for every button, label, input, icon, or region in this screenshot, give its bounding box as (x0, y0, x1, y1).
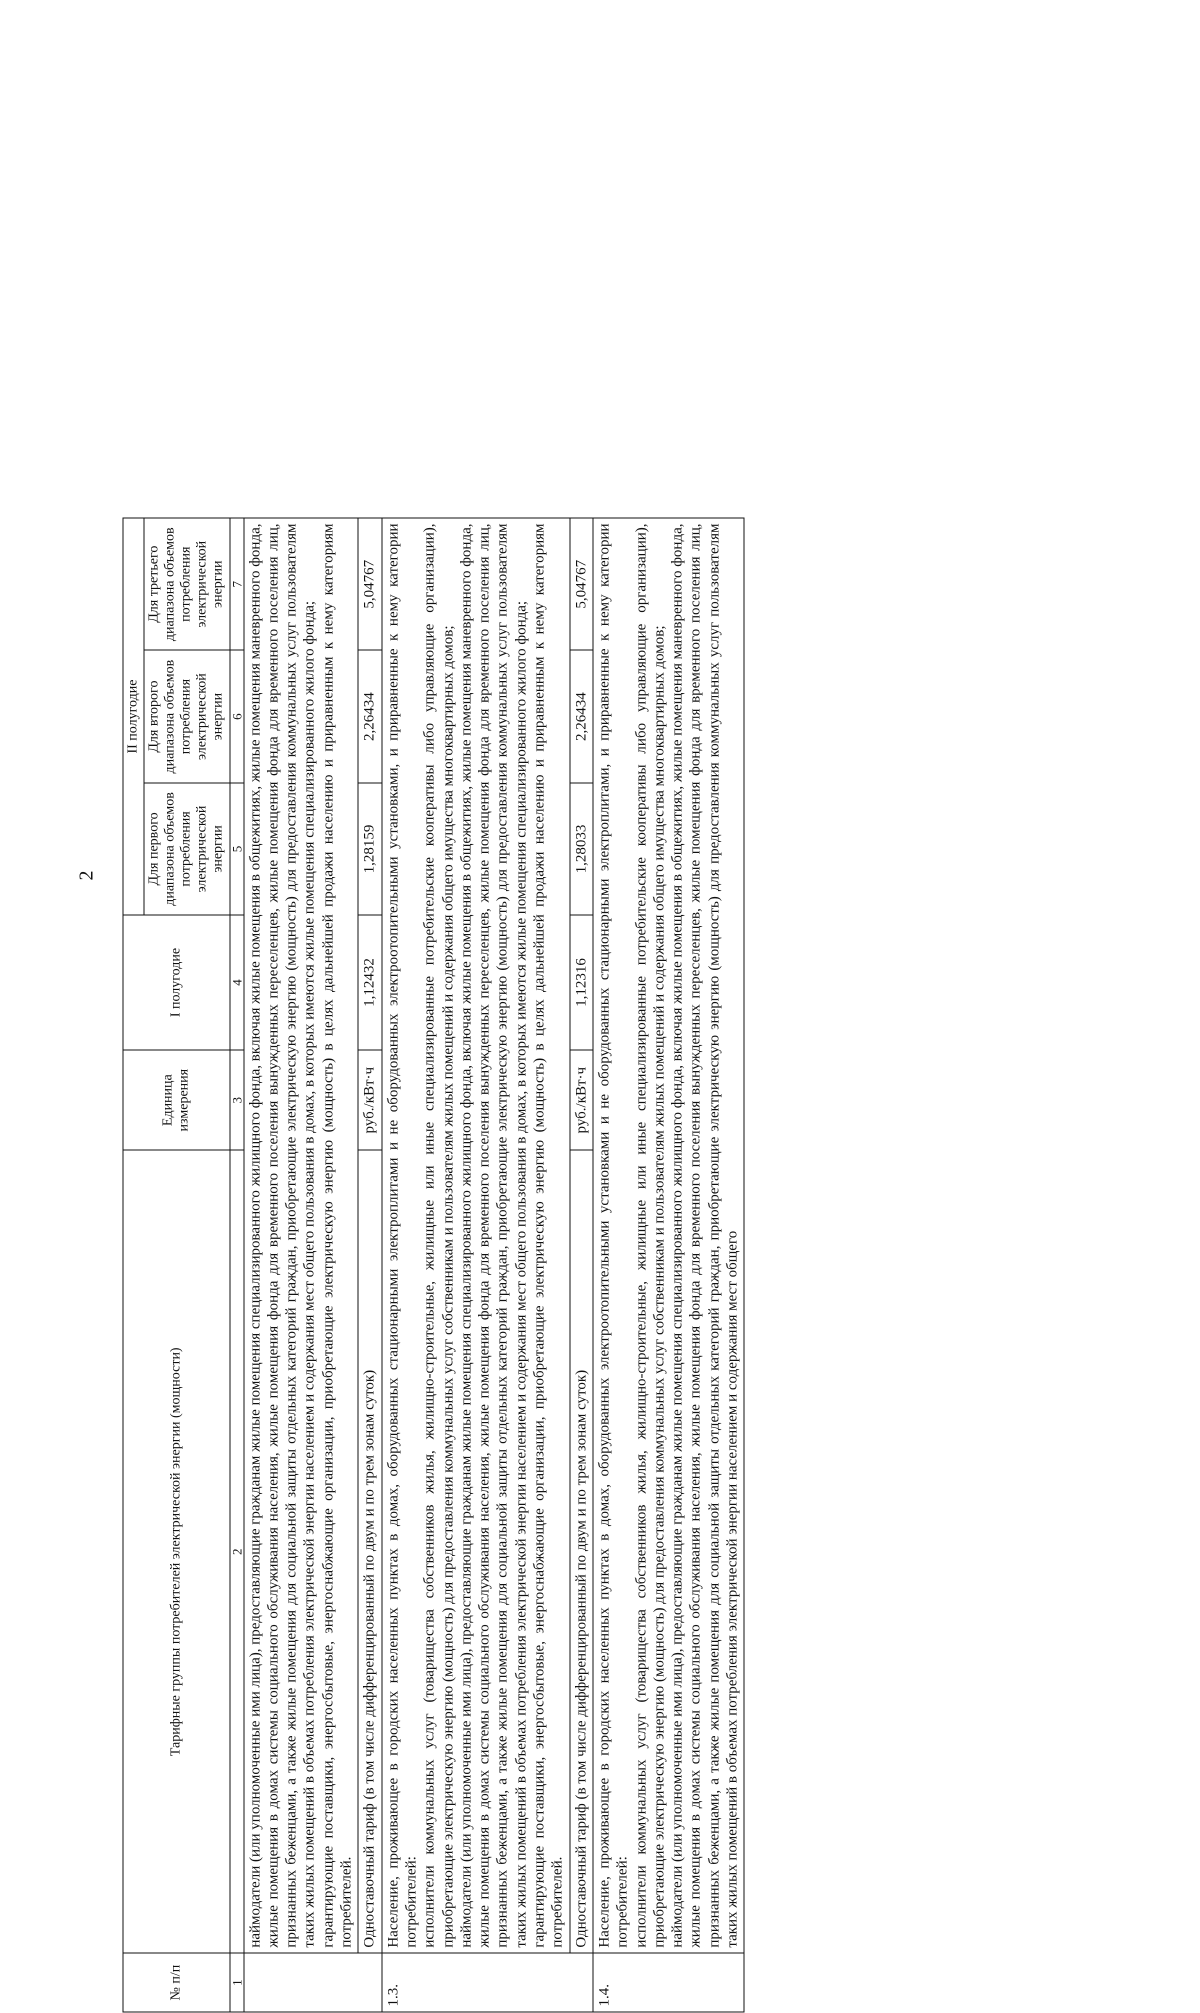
range3-value: 5,04767 (570, 518, 593, 650)
row-text: исполнители коммунальных услуг (товарищества собственников жилья, жилищно-строительные, жилищные или иные специализированные потребительские кооперативы либо управляющие организации), приобретающие электрическую энергию (мощность) для предоставления коммунальных услуг собственникам и пользователям жилых помещений и содержания общего имущества многоквартирных домов; (633, 523, 668, 1948)
header-half1: I полугодие (123, 915, 230, 1050)
header-half2: II полугодие (123, 518, 144, 915)
page-number: 2 (75, 870, 98, 881)
range1-value: 1,28033 (570, 783, 593, 915)
half1-value: 1,12432 (358, 915, 381, 1050)
unit-cell: руб./кВт·ч (358, 1050, 381, 1150)
col-index: 5 (230, 783, 244, 915)
tariff-table (123, 518, 745, 2013)
header-range2: Для второго диапазона объемов потребления электрической энергии (144, 650, 229, 782)
half1-value: 1,12316 (570, 915, 593, 1050)
row-description (593, 518, 744, 1953)
row-description (382, 518, 570, 1953)
table-row (244, 518, 359, 2012)
table-row (593, 518, 744, 2012)
col-index: 2 (230, 1150, 244, 1953)
header-range3: Для третьего диапазона объемов потребления электрической энергии (144, 518, 229, 650)
table-row (358, 518, 381, 2012)
row-text: гарантирующие поставщики, энергосбытовые, энергоснабжающие организации, приобретающие электрическую энергию (мощность) в целях дальнейшей продажи населению и приравненным к нему категориям потребителей. (320, 523, 355, 1948)
row-text: наймодатели (или уполномоченные ими лица), предоставляющие гражданам жилые помещения специализированного жилищного фонда, включая жилые помещения в общежитиях, жилые помещения маневренного фонда, жилые помещения в домах системы социального обслуживания населения, жилые помещения фонда для временного поселения вынужденных переселенцев, жилые помещения фонда для временного поселения лиц, признанных беженцами, а также жилые помещения для социальной защиты отдельных категорий граждан, приобретающие электрическую энергию (мощность) для предоставления коммунальных услуг пользователям таких жилых помещений в объемах потребления электрической энергии населением и содержания мест общего пользования в домах, в которых имеются жилые помещения специализированного жилого фонда; (247, 523, 318, 1948)
header-range1: Для первого диапазона объемов потребления электрической энергии (144, 783, 229, 915)
table-row (570, 518, 593, 2012)
tariff-label: Одноставочный тариф (в том числе дифференцированный по двум и по трем зонам суток) (570, 1150, 593, 1953)
row-text: наймодатели (или уполномоченные ими лица), предоставляющие гражданам жилые помещения специализированного жилищного фонда, включая жилые помещения в общежитиях, жилые помещения маневренного фонда, жилые помещения в домах системы социального обслуживания населения, жилые помещения фонда для временного поселения вынужденных переселенцев, жилые помещения фонда для временного поселения лиц, признанных беженцами, а также жилые помещения для социальной защиты отдельных категорий граждан, приобретающие электрическую энергию (мощность) для предоставления коммунальных услуг пользователям таких жилых помещений в объемах потребления электрической энергии населением и содержания мест общего пользования в домах, в которых имеются жилые помещения специализированного жилого фонда; (458, 523, 530, 1948)
range2-value: 2,26434 (570, 650, 593, 782)
row-number: 1.3. (382, 1953, 593, 2012)
row-text: исполнители коммунальных услуг (товарищества собственников жилья, жилищно-строительные, жилищные или иные специализированные потребительские кооперативы либо управляющие организации), приобретающие электрическую энергию (мощность) для предоставления коммунальных услуг собственникам и пользователям жилых помещений и содержания общего имущества многоквартирных домов; (421, 523, 457, 1948)
col-index: 3 (230, 1050, 244, 1150)
row-text: наймодатели (или уполномоченные ими лица), предоставляющие гражданам жилые помещения специализированного жилищного фонда, включая жилые помещения в общежитиях, жилые помещения маневренного фонда, жилые помещения в домах системы социального обслуживания населения, жилые помещения фонда для временного поселения вынужденных переселенцев, жилые помещения фонда для временного поселения лиц, признанных беженцами, а также жилые помещения для социальной защиты отдельных категорий граждан, приобретающие электрическую энергию (мощность) для предоставления коммунальных услуг пользователям таких жилых помещений в объемах потребления электрической энергии населением и содержания мест общего (669, 523, 741, 1948)
header-group: Тарифные группы потребителей электрической энергии (мощности) (123, 1150, 230, 1953)
col-index: 4 (230, 915, 244, 1050)
range1-value: 1,28159 (358, 783, 381, 915)
row-text: Население, проживающее в городских населенных пунктах в домах, оборудованных стационарными электроплитами и не оборудованных электроотопительными установками, и приравненные к нему категории потребителей: (385, 523, 420, 1948)
row-text: гарантирующие поставщики, энергосбытовые, энергоснабжающие организации, приобретающие электрическую энергию (мощность) в целях дальнейшей продажи населению и приравненным к нему категориям потребителей. (531, 523, 566, 1948)
table-row (382, 518, 570, 2012)
row-description (244, 518, 359, 1953)
tariff-label: Одноставочный тариф (в том числе дифференцированный по двум и по трем зонам суток) (358, 1150, 381, 1953)
row-number: 1.4. (593, 1953, 744, 2012)
row-number (244, 1953, 382, 2012)
tariff-table-page (123, 518, 1093, 2013)
col-index: 1 (230, 1953, 244, 2012)
header-num: № п/п (123, 1953, 230, 2012)
range2-value: 2,26434 (358, 650, 381, 782)
range3-value: 5,04767 (358, 518, 381, 650)
header-unit: Единица измерения (123, 1050, 230, 1150)
col-index: 6 (230, 650, 244, 782)
col-index: 7 (230, 518, 244, 650)
unit-cell: руб./кВт·ч (570, 1050, 593, 1150)
row-text: Население, проживающее в городских населенных пунктах в домах, оборудованных электроотопительными установками и не оборудованных стационарными электроплитами, и приравненные к нему категории потребителей: (596, 523, 631, 1948)
